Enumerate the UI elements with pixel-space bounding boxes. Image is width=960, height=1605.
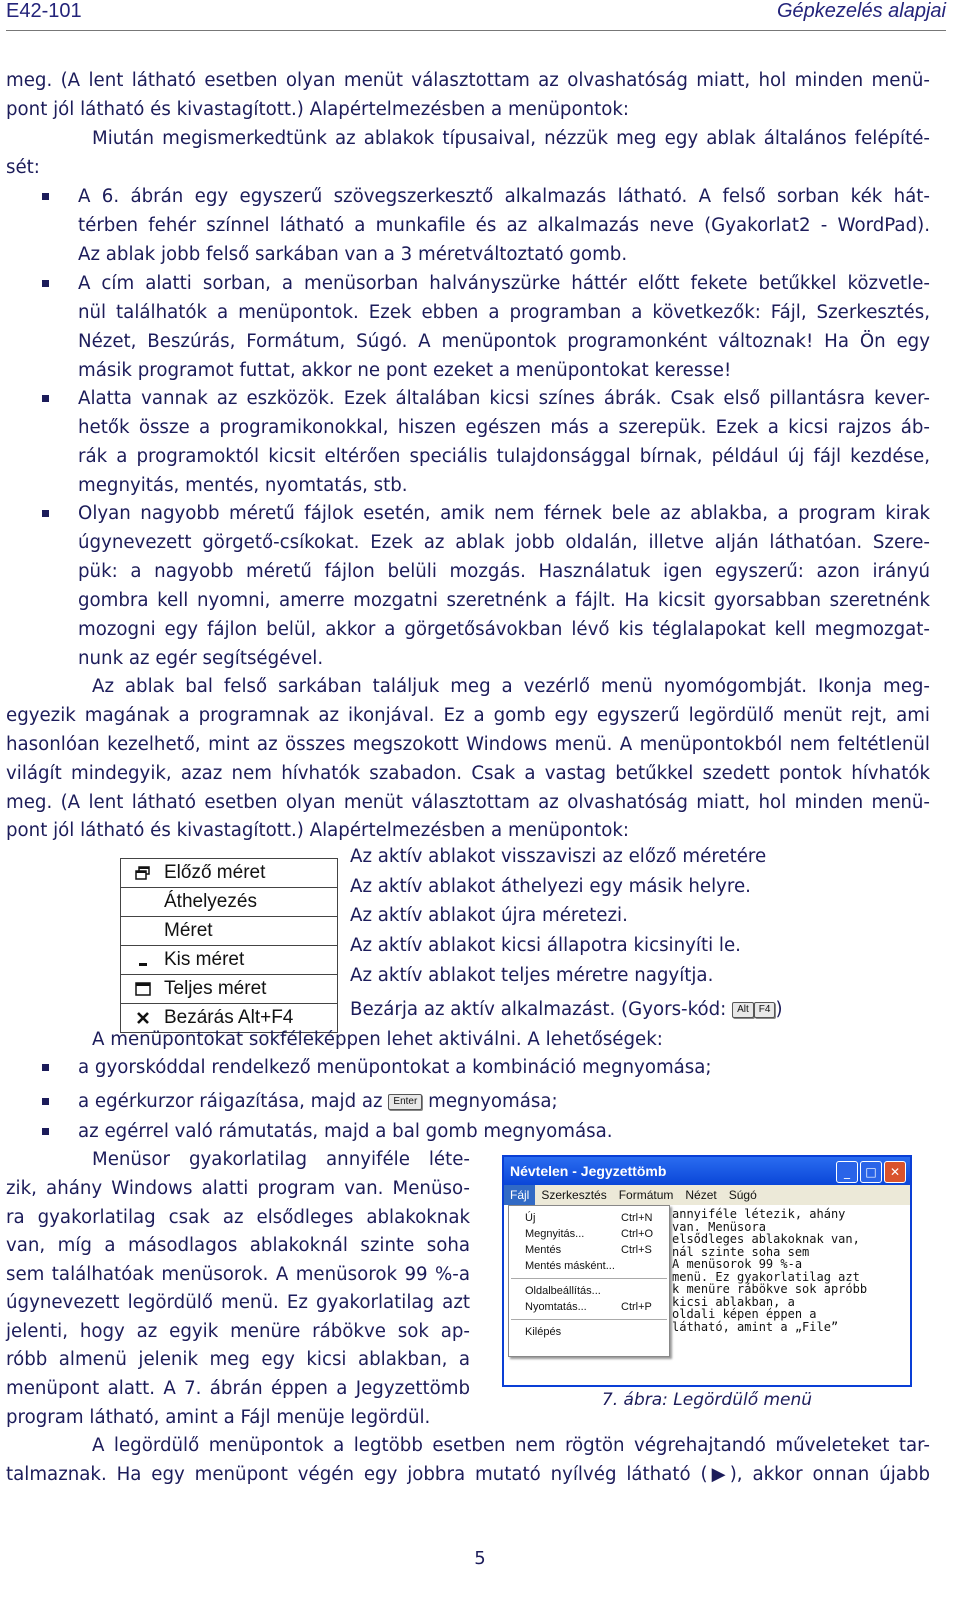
- item-label: Nyomtatás...: [525, 1301, 587, 1313]
- text-line: egyezik magának a programnak az ikonjával. Ez a gomb egy egyszerű legördülő menüt rejt, ami: [6, 705, 930, 726]
- menu-format[interactable]: Formátum: [618, 1188, 674, 1202]
- menu-item-label: Előző méret: [164, 862, 266, 883]
- menu-item-size: [121, 917, 338, 946]
- body-line: van. Menüsora: [672, 1219, 766, 1234]
- window-menubar: [504, 1185, 910, 1205]
- text-line: zik, ahány Windows alatti program van. Menüso-: [6, 1178, 470, 1199]
- menu-file[interactable]: Fájl: [504, 1185, 535, 1205]
- bullet-icon: [42, 395, 49, 402]
- menu-item-maximize: [121, 975, 338, 1004]
- dropdown-item-page-setup[interactable]: [509, 1283, 669, 1299]
- text-line: [78, 1087, 558, 1116]
- text-line: pont jól látható és kivastagított.) Alapértelmezésben a menüpontok:: [6, 820, 630, 841]
- text-line: rák a programoktól kicsit eltérően speciális tulajdonsággal bírnak, például új fájl kezdése,: [78, 446, 930, 467]
- bullet-icon: [42, 1098, 49, 1105]
- text-line: úgynevezett görgető-csíkokat. Ezek az ablak jobb oldalán, illetve alján láthatóan. Szere-: [78, 532, 930, 553]
- text-line: mozogni egy fájlon belül, akkor a görgetősávokban lévő kis téglalapokat kell megmozgat-: [78, 619, 930, 640]
- text-line: az egérrel való rámutatás, majd a bal gomb megnyomása.: [78, 1121, 613, 1142]
- alt-key: Alt: [732, 1002, 754, 1018]
- header-rule: [6, 30, 946, 31]
- body-line: annyiféle létezik, ahány: [672, 1207, 846, 1221]
- text-line: meg. (A lent látható esetben olyan menüt választottam az olvashatóság miatt, hol minden menü-: [6, 792, 930, 813]
- page-number: 5: [474, 1548, 486, 1569]
- bullet-icon: [42, 1128, 49, 1135]
- item-label: Megnyitás...: [525, 1228, 585, 1240]
- item-label: Oldalbeállítás...: [525, 1285, 601, 1297]
- menu-desc: Az aktív ablakot teljes méretre nagyítja.: [350, 965, 714, 986]
- body-line: nál szinte soha sem: [672, 1244, 810, 1259]
- text-line: világít mindegyik, azaz nem hívhatók szabadon. Csak a vastag betűkkel szedett pontok hívhatók: [6, 763, 930, 784]
- text-line: program látható, amint a Fájl menüje legördül.: [6, 1407, 431, 1428]
- menu-desc: Bezárja az aktív alkalmazást. (Gyors-kód:: [350, 999, 727, 1020]
- text-line: jelenti, hogy az egyik menüre rábökve sok ap-: [6, 1321, 470, 1342]
- text-line: A legördülő menüpontok a legtöbb esetben nem rögtön végrehajtandó műveleteket tar-: [92, 1435, 930, 1456]
- text-line: másik programot futtat, akkor ne pont ezeket a menüpontokat keresse!: [78, 360, 732, 381]
- text-line: A 6. ábrán egy egyszerű szövegszerkesztő alkalmazás látható. A felső sorban kék hát-: [78, 186, 930, 207]
- text-line: A cím alatti sorban, a menüsorban halványszürke háttér előtt fekete betűkkel közvetle-: [78, 273, 930, 294]
- control-menu-table: [120, 858, 338, 1033]
- text-line: sem találhatóak menüsorok. A menüsorok 99 %-a: [6, 1264, 470, 1285]
- f4-key: F4: [754, 1002, 776, 1018]
- menu-item-label: Bezárás Alt+F4: [164, 1007, 294, 1028]
- dropdown-separator: [511, 1319, 667, 1320]
- text-line: Miután megismerkedtünk az ablakok típusaival, nézzük meg egy ablak általános felépíté-: [92, 128, 930, 149]
- body-line: A menüsorok 99 %-a: [672, 1257, 803, 1271]
- bullet-icon: [42, 193, 49, 200]
- menu-item-minimize: [121, 946, 338, 975]
- item-label: Kilépés: [525, 1326, 562, 1338]
- text-line: nunk az egér segítségével.: [78, 648, 324, 669]
- menu-view[interactable]: Nézet: [685, 1188, 717, 1202]
- text-line: gombra kell nyomni, amerre mozgatni szeretnénk a fájlt. Ha kicsit gyorsabban szeretnénk: [78, 590, 930, 611]
- text-segment: a egérkurzor ráigazítása, majd az: [78, 1091, 383, 1112]
- header-left: E42-101: [6, 0, 82, 22]
- text-line: hasonlóan kezelhető, mint az összes megszokott Windows menü. A menüpontokból nem feltétlenül: [6, 734, 930, 755]
- text-line: ra gyakorlatilag csak az elsődleges ablakoknak: [6, 1207, 470, 1228]
- body-line: elsődleges ablakoknak van,: [672, 1232, 860, 1246]
- dropdown-item-exit[interactable]: [509, 1324, 669, 1340]
- dropdown-separator: [511, 1278, 667, 1279]
- text-line: úgynevezett legördülő menü. Ez gyakorlatilag azt: [6, 1292, 470, 1313]
- body-line: oldali képen éppen a: [672, 1307, 817, 1321]
- item-shortcut: Ctrl+P: [621, 1301, 652, 1313]
- text-line: talmaznak. Ha egy menüpont végén egy jobbra mutató nyílvég látható (▶), akkor onnan újabb: [6, 1464, 930, 1485]
- item-label: Új: [525, 1212, 536, 1224]
- item-label: Mentés: [525, 1244, 562, 1256]
- text-line: nül találhatók a menüpontok. Ezek ebben a programban a következők: Fájl, Szerkesztés,: [78, 302, 930, 323]
- menu-item-label: Áthelyezés: [164, 891, 257, 912]
- text-line: sét:: [6, 157, 40, 178]
- item-shortcut: Ctrl+O: [621, 1228, 654, 1240]
- text-line: Olyan nagyobb méretű fájlok esetén, amik nem férnek bele az ablakba, a program kirak: [78, 503, 930, 524]
- menu-desc: Az aktív ablakot kicsi állapotra kicsinyíti le.: [350, 935, 741, 956]
- item-label: Mentés másként...: [525, 1260, 615, 1272]
- text-line: Alatta vannak az eszközök. Ezek általában kicsi színes ábrák. Csak első pillantásra kever-: [78, 388, 930, 409]
- menu-item-label: Méret: [164, 920, 213, 941]
- text-line: A menüpontokat sokféleképpen lehet aktiválni. A lehetőségek:: [92, 1029, 663, 1050]
- text-line: Menüsor gyakorlatilag annyiféle léte-: [92, 1149, 470, 1170]
- text-line: Az ablak jobb felső sarkában van a 3 méretváltoztató gomb.: [78, 244, 628, 265]
- notepad-window: [502, 1155, 912, 1387]
- menu-item-label: Kis méret: [164, 949, 245, 970]
- bullet-icon: [42, 510, 49, 517]
- item-shortcut: Ctrl+N: [621, 1212, 653, 1224]
- bullet-icon: [42, 280, 49, 287]
- item-shortcut: Ctrl+S: [621, 1244, 652, 1256]
- file-dropdown: [508, 1205, 670, 1357]
- maximize-icon[interactable]: □: [860, 1161, 882, 1183]
- header-right: Gépkezelés alapjai: [777, 0, 946, 22]
- text-line: pük: a nagyobb méretű fájlon belüli mozgás. Használatuk igen egyszerű: azon irányú: [78, 561, 930, 582]
- text-line: meg. (A lent látható esetben olyan menüt választottam az olvashatóság miatt, hol minden menü-: [6, 70, 930, 91]
- text-segment: megnyomása;: [428, 1091, 558, 1112]
- dropdown-item-save-as[interactable]: [509, 1258, 669, 1274]
- minimize-icon: [133, 946, 153, 974]
- restore-icon: [133, 859, 153, 887]
- body-line: k menüre rábökve sok apróbb: [672, 1282, 868, 1296]
- body-line: látható, amint a „File”: [672, 1319, 839, 1334]
- enter-key: Enter: [388, 1094, 422, 1110]
- menu-item-restore: [121, 859, 338, 888]
- text-line: Nézet, Beszúrás, Formátum, Súgó. A menüpontok programonként változnak! Ha Ön egy: [78, 331, 930, 352]
- body-line: kicsi ablakban, a: [672, 1294, 795, 1309]
- desc-close-paren: ): [775, 999, 783, 1020]
- text-line: menüpont alatt. A 7. ábrán éppen a Jegyzettömb: [6, 1378, 470, 1399]
- text-line: megnyitás, mentés, nyomtatás, stb.: [78, 475, 408, 496]
- dropdown-item-new[interactable]: [509, 1210, 669, 1226]
- text-line: hetők össze a programikonokkal, hiszen egészen más a szerepük. Ezek a kicsi rajzos áb-: [78, 417, 930, 438]
- menu-desc: Az aktív ablakot újra méretezi.: [350, 905, 628, 926]
- window-buttons: [836, 1161, 906, 1183]
- figure-caption: 7. ábra: Legördülő menü: [601, 1390, 813, 1410]
- text-line: róbb almenü jelenik meg egy kicsi ablakban, a: [6, 1349, 470, 1370]
- menu-item-move: [121, 888, 338, 917]
- text-line: van, míg a másodlagos ablakoknál szinte soha: [6, 1235, 470, 1256]
- text-line: Az ablak bal felső sarkában találjuk meg a vezérlő menü nyomógombját. Ikonja meg-: [92, 676, 930, 697]
- menu-desc: Az aktív ablakot visszaviszi az előző méretére: [350, 846, 767, 867]
- text-line: pont jól látható és kivastagított.) Alapértelmezésben a menüpontok:: [6, 99, 630, 120]
- minimize-icon[interactable]: _: [836, 1161, 858, 1183]
- close-icon[interactable]: ✕: [884, 1161, 906, 1183]
- menu-edit[interactable]: Szerkesztés: [541, 1188, 607, 1202]
- text-line: térben fehér színnel látható a munkafile és az alkalmazás neve (Gyakorlat2 - WordPad).: [78, 215, 930, 236]
- dropdown-item-open[interactable]: [509, 1226, 669, 1242]
- menu-desc-close: [350, 995, 783, 1025]
- dropdown-item-print[interactable]: [509, 1299, 669, 1315]
- window-title: Névtelen - Jegyzettömb: [504, 1157, 910, 1185]
- body-line: menü. Ez gyakorlatilag azt: [672, 1269, 860, 1284]
- menu-help[interactable]: Súgó: [728, 1188, 757, 1202]
- text-line: a gyorskóddal rendelkező menüpontokat a kombináció megnyomása;: [78, 1057, 712, 1078]
- menu-desc: Az aktív ablakot áthelyezi egy másik helyre.: [350, 876, 751, 897]
- menu-item-label: Teljes méret: [164, 978, 267, 999]
- maximize-icon: [133, 975, 153, 1003]
- dropdown-item-save[interactable]: [509, 1242, 669, 1258]
- bullet-icon: [42, 1064, 49, 1071]
